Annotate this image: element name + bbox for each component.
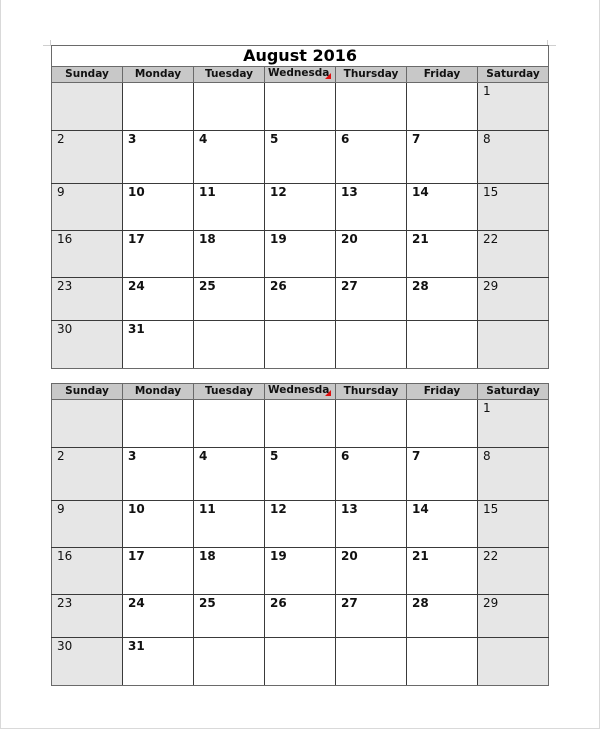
- day-cell[interactable]: [123, 400, 194, 448]
- header-thursday: Thursday: [336, 67, 407, 83]
- day-cell[interactable]: 23: [52, 278, 123, 321]
- week-row: [52, 184, 549, 231]
- day-cell[interactable]: 11: [194, 501, 265, 548]
- week-row: [52, 501, 549, 548]
- day-cell[interactable]: 26: [265, 278, 336, 321]
- header-wednesday-label: Wednesda: [268, 67, 330, 79]
- calendar-table-second: [51, 383, 549, 686]
- day-cell[interactable]: 19: [265, 548, 336, 595]
- day-cell[interactable]: 17: [123, 548, 194, 595]
- day-cell[interactable]: 26: [265, 595, 336, 638]
- day-cell[interactable]: [336, 83, 407, 131]
- header-monday: Monday: [123, 384, 194, 400]
- header-tuesday: Tuesday: [194, 67, 265, 83]
- week-row: [52, 231, 549, 278]
- day-cell[interactable]: 3: [123, 131, 194, 184]
- day-cell[interactable]: 30: [52, 321, 123, 369]
- day-cell[interactable]: 20: [336, 231, 407, 278]
- day-cell[interactable]: 27: [336, 278, 407, 321]
- day-cell[interactable]: [407, 400, 478, 448]
- day-cell[interactable]: 9: [52, 501, 123, 548]
- day-cell[interactable]: [265, 321, 336, 369]
- day-cell[interactable]: 13: [336, 184, 407, 231]
- header-thursday: Thursday: [336, 384, 407, 400]
- day-cell[interactable]: [194, 400, 265, 448]
- day-cell[interactable]: 16: [52, 548, 123, 595]
- day-cell[interactable]: 7: [407, 131, 478, 184]
- weekday-header-row: [52, 67, 549, 83]
- header-wednesday: [265, 384, 336, 400]
- day-cell[interactable]: 17: [123, 231, 194, 278]
- day-cell[interactable]: 18: [194, 231, 265, 278]
- week-row: [52, 131, 549, 184]
- day-cell[interactable]: 24: [123, 595, 194, 638]
- week-row: [52, 595, 549, 638]
- day-cell[interactable]: 28: [407, 595, 478, 638]
- day-cell[interactable]: 20: [336, 548, 407, 595]
- day-cell[interactable]: 22: [478, 231, 549, 278]
- header-wednesday: [265, 67, 336, 83]
- day-cell[interactable]: 29: [478, 278, 549, 321]
- day-cell[interactable]: 27: [336, 595, 407, 638]
- day-cell[interactable]: [52, 400, 123, 448]
- day-cell[interactable]: 6: [336, 131, 407, 184]
- day-cell[interactable]: 7: [407, 448, 478, 501]
- day-cell[interactable]: 15: [478, 501, 549, 548]
- day-cell[interactable]: 2: [52, 448, 123, 501]
- header-monday: Monday: [123, 67, 194, 83]
- header-sunday: Sunday: [52, 67, 123, 83]
- comment-marker-icon[interactable]: [325, 390, 331, 396]
- day-cell[interactable]: 31: [123, 321, 194, 369]
- day-cell[interactable]: [265, 400, 336, 448]
- header-sunday: Sunday: [52, 384, 123, 400]
- week-row: [52, 83, 549, 131]
- day-cell[interactable]: 1: [478, 400, 549, 448]
- day-cell[interactable]: [336, 321, 407, 369]
- day-cell[interactable]: 28: [407, 278, 478, 321]
- day-cell[interactable]: 9: [52, 184, 123, 231]
- day-cell[interactable]: 19: [265, 231, 336, 278]
- day-cell[interactable]: [265, 638, 336, 686]
- day-cell[interactable]: 30: [52, 638, 123, 686]
- week-row: [52, 638, 549, 686]
- header-friday: Friday: [407, 384, 478, 400]
- day-cell[interactable]: 18: [194, 548, 265, 595]
- calendar-table-august-2016: [51, 45, 549, 369]
- day-cell[interactable]: 8: [478, 131, 549, 184]
- day-cell[interactable]: 8: [478, 448, 549, 501]
- day-cell[interactable]: [194, 83, 265, 131]
- day-cell[interactable]: 11: [194, 184, 265, 231]
- week-row: [52, 321, 549, 369]
- day-cell[interactable]: [478, 638, 549, 686]
- comment-marker-icon[interactable]: [325, 73, 331, 79]
- week-row: [52, 548, 549, 595]
- day-cell[interactable]: 25: [194, 595, 265, 638]
- day-cell[interactable]: 22: [478, 548, 549, 595]
- day-cell[interactable]: [265, 83, 336, 131]
- day-cell[interactable]: 16: [52, 231, 123, 278]
- day-cell[interactable]: 3: [123, 448, 194, 501]
- day-cell[interactable]: 14: [407, 184, 478, 231]
- day-cell[interactable]: [478, 321, 549, 369]
- day-cell[interactable]: 2: [52, 131, 123, 184]
- day-cell[interactable]: 10: [123, 184, 194, 231]
- day-cell[interactable]: [194, 638, 265, 686]
- day-cell[interactable]: 1: [478, 83, 549, 131]
- day-cell[interactable]: [194, 321, 265, 369]
- day-cell[interactable]: 21: [407, 231, 478, 278]
- day-cell[interactable]: [52, 83, 123, 131]
- day-cell[interactable]: 5: [265, 131, 336, 184]
- day-cell[interactable]: 14: [407, 501, 478, 548]
- day-cell[interactable]: 12: [265, 184, 336, 231]
- week-row: [52, 448, 549, 501]
- header-friday: Friday: [407, 67, 478, 83]
- day-cell[interactable]: 23: [52, 595, 123, 638]
- header-saturday: Saturday: [478, 384, 549, 400]
- day-cell[interactable]: 12: [265, 501, 336, 548]
- day-cell[interactable]: 21: [407, 548, 478, 595]
- day-cell[interactable]: [407, 83, 478, 131]
- day-cell[interactable]: 6: [336, 448, 407, 501]
- day-cell[interactable]: 31: [123, 638, 194, 686]
- day-cell[interactable]: [123, 83, 194, 131]
- day-cell[interactable]: 4: [194, 448, 265, 501]
- day-cell[interactable]: 5: [265, 448, 336, 501]
- day-cell[interactable]: 25: [194, 278, 265, 321]
- week-row: [52, 278, 549, 321]
- day-cell[interactable]: 29: [478, 595, 549, 638]
- header-wednesday-label: Wednesda: [268, 384, 330, 396]
- header-saturday: Saturday: [478, 67, 549, 83]
- day-cell[interactable]: [407, 638, 478, 686]
- calendar-title: August 2016: [52, 46, 549, 67]
- day-cell[interactable]: 24: [123, 278, 194, 321]
- week-row: [52, 400, 549, 448]
- day-cell[interactable]: [336, 400, 407, 448]
- day-cell[interactable]: [407, 321, 478, 369]
- day-cell[interactable]: 4: [194, 131, 265, 184]
- day-cell[interactable]: 13: [336, 501, 407, 548]
- corner-mark: [548, 45, 556, 46]
- day-cell[interactable]: 10: [123, 501, 194, 548]
- day-cell[interactable]: [336, 638, 407, 686]
- day-cell[interactable]: 15: [478, 184, 549, 231]
- weekday-header-row: [52, 384, 549, 400]
- header-tuesday: Tuesday: [194, 384, 265, 400]
